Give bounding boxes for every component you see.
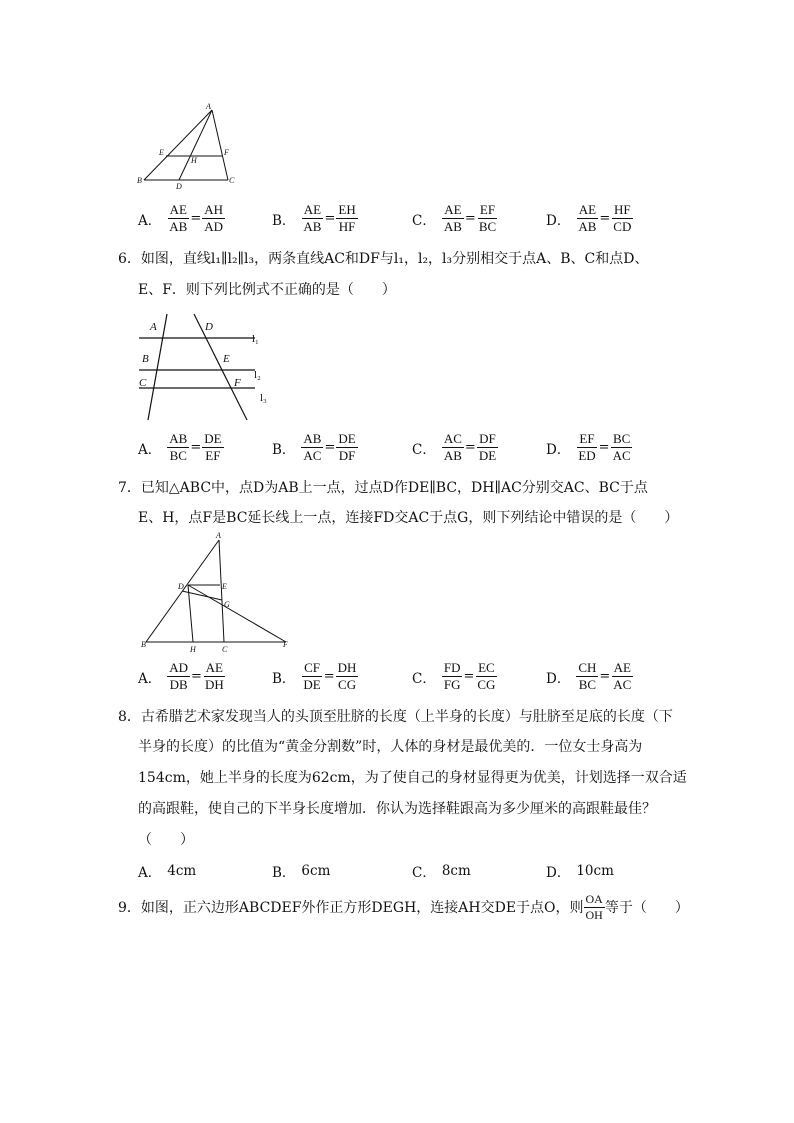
q8-option-b[interactable]: B． 6cm: [272, 863, 331, 881]
q9-stem: [118, 893, 689, 922]
q8-stem-line3: 154cm，她上半身的长度为62cm，为了使自己的身材显得更为优美，计划选择一双合适: [138, 770, 687, 786]
fig6-label-a: A: [150, 321, 157, 333]
q8-option-d[interactable]: D． 10cm: [546, 863, 614, 881]
fig6-label-d: D: [205, 321, 213, 333]
q8-stem-line2: 半身的长度）的比值为“黄金分割数”时，人体的身材是最优美的．一位女士身高为: [138, 739, 643, 755]
fig7-label-c: C: [222, 645, 228, 654]
q6-stem-line1: 6．如图，直线l₁∥l₂∥l₃，两条直线AC和DF与l₁，l₂，l₃分别相交于点A、B、C和点D、: [118, 251, 649, 267]
q8-option-a[interactable]: A． 4cm: [138, 863, 197, 881]
q7-option-a[interactable]: A． $\frac{AD}{DB}$ = $\frac{AE}{DH}$: [138, 660, 224, 692]
figure-q6: [132, 312, 282, 424]
q7-option-c[interactable]: C． $\frac{FD}{FG}$ = $\frac{EC}{CG}$: [412, 660, 496, 692]
q8-option-c-value: 8cm: [441, 863, 471, 879]
q8-option-b-value: 6cm: [301, 863, 331, 879]
q8-stem-line4: 的高跟鞋，使自己的下半身长度增加．你认为选择鞋跟高为多少厘米的高跟鞋最佳？: [138, 801, 656, 817]
q6-option-d[interactable]: D． $\frac{EF}{ED}$ = $\frac{BC}{AC}$: [546, 431, 631, 463]
q7-option-b[interactable]: B． $\frac{CF}{DE}$ = $\frac{DH}{CG}$: [272, 660, 357, 692]
q8-option-a-value: 4cm: [167, 863, 197, 879]
q8-stem-line1: 8．古希腊艺术家发现当人的头顶至肚脐的长度（上半身的长度）与肚脐至足底的长度（下: [118, 709, 673, 725]
fig6-label-e: E: [223, 353, 230, 365]
q8-option-d-value: 10cm: [576, 863, 614, 879]
figure-q7: [132, 532, 302, 656]
fig5-label-e: E: [159, 148, 164, 157]
q9-stem-tail: 等于（ ）: [604, 899, 689, 916]
fig6-label-l2: l₂: [254, 369, 261, 381]
q5-option-a[interactable]: A． $\frac{AE}{AB}$ = $\frac{AH}{AD}$: [138, 202, 223, 234]
fig5-label-b: B: [137, 176, 142, 185]
fig5-label-f: F: [224, 148, 229, 157]
q6-stem-line2: E、F．则下列比例式不正确的是（ ）: [138, 282, 396, 298]
fig7-label-a: A: [216, 532, 221, 540]
fig7-label-g: G: [224, 600, 230, 609]
q9-stem-text: 9．如图，正六边形ABCDEF外作正方形DEGH，连接AH交DE于点O，则: [118, 899, 584, 916]
q6-option-a[interactable]: A． $\frac{AB}{BC}$ = $\frac{DE}{EF}$: [138, 431, 222, 463]
q7-stem-line2: E、H，点F是BC延长线上一点，连接FD交AC于点G，则下列结论中错误的是（ ）: [138, 510, 679, 526]
fig6-label-c: C: [139, 377, 147, 389]
q6-option-b[interactable]: B． $\frac{AB}{AC}$ = $\frac{DE}{DF}$: [272, 431, 356, 463]
fig7-label-d: D: [178, 582, 184, 591]
fig7-label-f: F: [283, 640, 288, 649]
fig6-label-f: F: [234, 377, 241, 389]
fig5-label-a: A: [206, 102, 211, 111]
fig7-label-b: B: [141, 640, 146, 649]
fig6-label-l3: l₃: [260, 392, 267, 404]
q8-stem-line5: （ ）: [138, 832, 194, 848]
fig5-label-h: H: [191, 156, 197, 165]
q5-option-b[interactable]: B． $\frac{AE}{AB}$ = $\frac{EH}{HF}$: [272, 202, 356, 234]
fig5-label-c: C: [229, 176, 235, 185]
fig6-label-l1: l₁: [252, 333, 259, 345]
q9-fraction: $\frac{OA}{OH}$: [585, 892, 603, 922]
fig7-label-h: H: [190, 645, 196, 654]
q7-stem-line1: 7．已知△ABC中，点D为AB上一点，过点D作DE∥BC，DH∥AC分别交AC、BC于点: [118, 480, 648, 496]
q8-option-c[interactable]: C． 8cm: [412, 863, 471, 881]
fig6-label-b: B: [142, 353, 149, 365]
q5-option-d[interactable]: D． $\frac{AE}{AB}$ = $\frac{HF}{CD}$: [546, 202, 632, 234]
fig7-label-e: E: [222, 582, 227, 591]
q7-option-d[interactable]: D． $\frac{CH}{BC}$ = $\frac{AE}{AC}$: [546, 660, 632, 692]
fig5-label-d: D: [176, 182, 182, 191]
q5-option-c[interactable]: C． $\frac{AE}{AB}$ = $\frac{EF}{BC}$: [412, 202, 497, 234]
q6-option-c[interactable]: C． $\frac{AC}{AB}$ = $\frac{DF}{DE}$: [412, 431, 497, 463]
figure-q5: [132, 100, 244, 192]
